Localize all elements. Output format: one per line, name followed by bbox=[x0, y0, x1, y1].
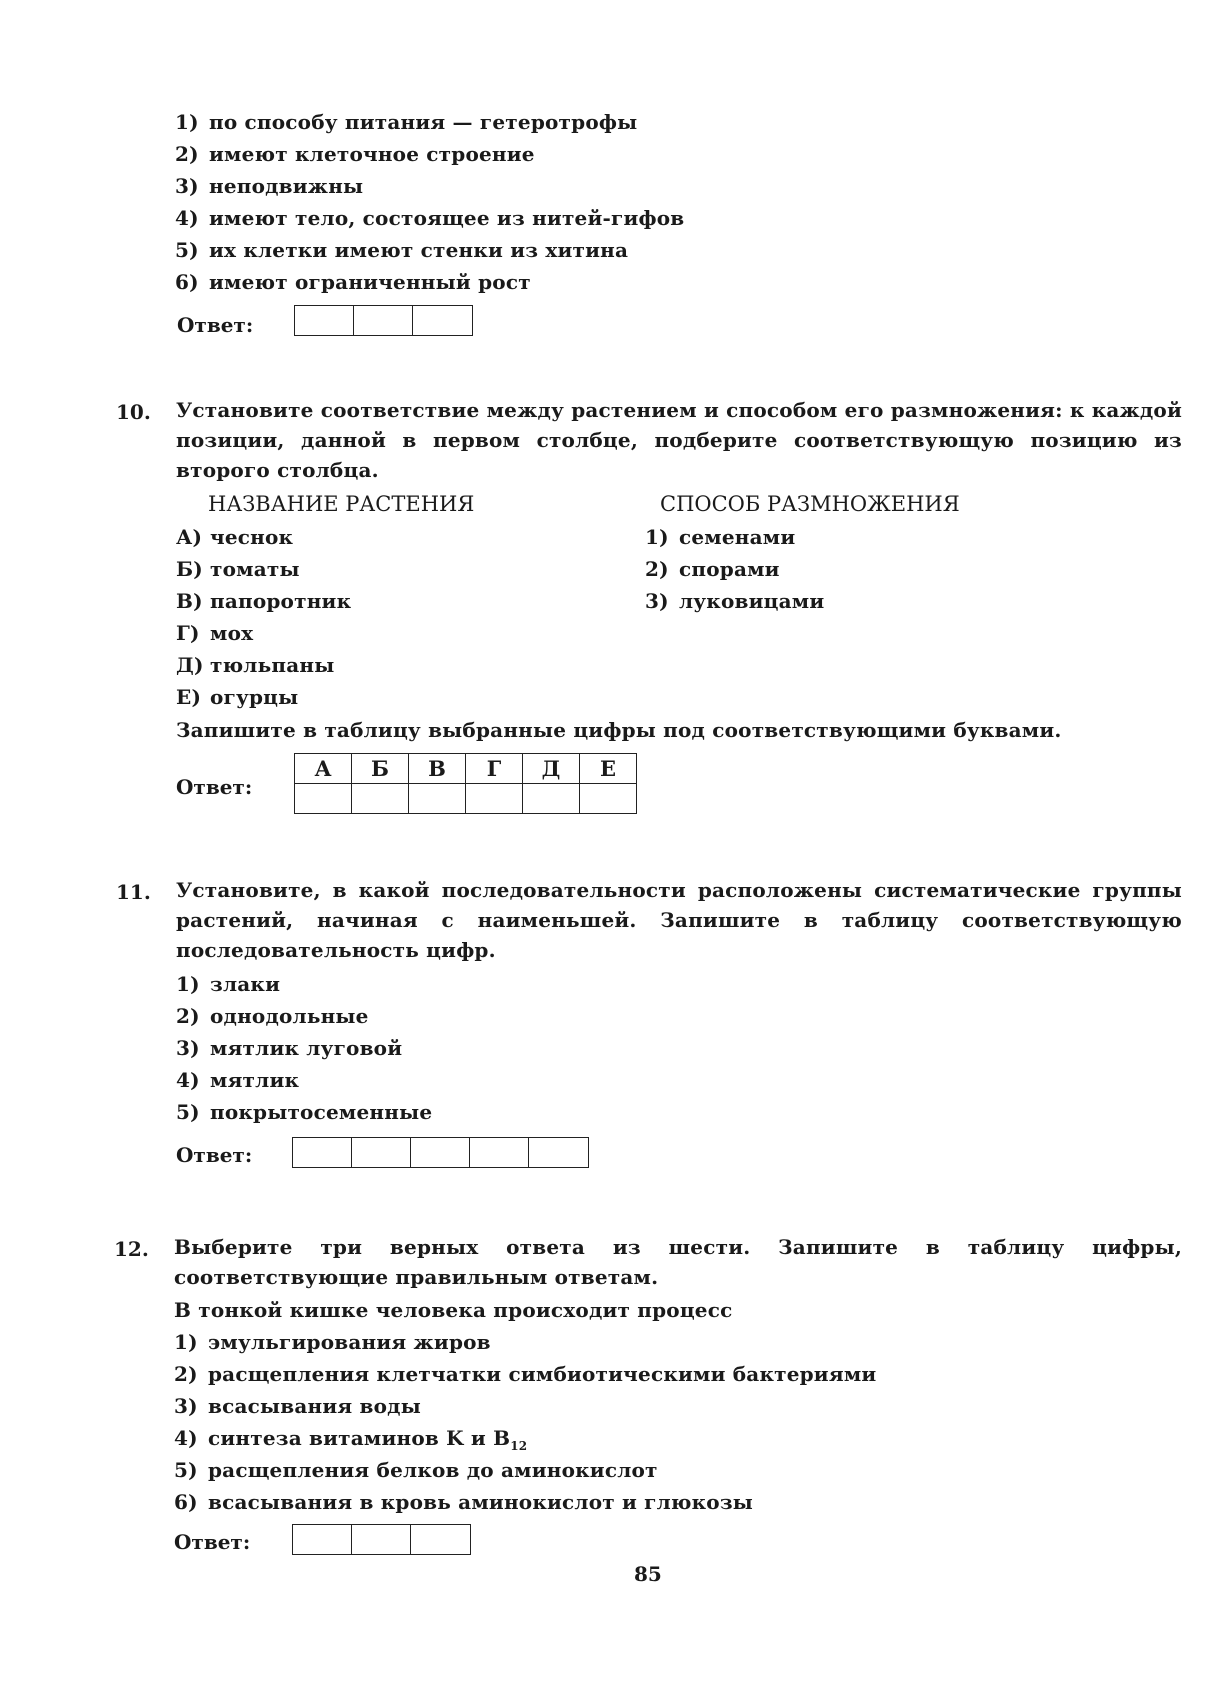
table-header-b: Б bbox=[352, 754, 409, 784]
q10-answer-label: Ответ: bbox=[176, 775, 253, 799]
answer-cell[interactable] bbox=[352, 1138, 411, 1167]
q9-option-1: 1) по способу питания — гетеротрофы bbox=[175, 110, 638, 134]
q10-left-item-b: Б) томаты bbox=[176, 557, 300, 581]
q10-left-item-g: Г) мох bbox=[176, 621, 254, 645]
q10-right-item-2: 2) спорами bbox=[645, 557, 780, 581]
answer-cell[interactable] bbox=[529, 1138, 588, 1167]
q10-left-item-d: Д) тюльпаны bbox=[176, 653, 335, 677]
q12-option-5: 5) расщепления белков до аминокислот bbox=[174, 1458, 658, 1482]
page-number: 85 bbox=[634, 1562, 662, 1586]
q12-text: Выберите три верных ответа из шести. Запишите в таблицу цифры, соответствующие правильным ответам. bbox=[174, 1235, 1182, 1289]
answer-cell[interactable] bbox=[293, 1525, 352, 1554]
answer-cell[interactable] bbox=[409, 784, 466, 814]
q12-answer-boxes bbox=[292, 1524, 471, 1555]
q10-right-item-1: 1) семенами bbox=[645, 525, 796, 549]
q10-right-header: СПОСОБ РАЗМНОЖЕНИЯ bbox=[660, 492, 960, 516]
answer-cell[interactable] bbox=[470, 1138, 529, 1167]
q11-number: 11. bbox=[116, 880, 151, 904]
q10-left-item-a: А) чеснок bbox=[176, 525, 294, 549]
answer-cell[interactable] bbox=[352, 1525, 411, 1554]
answer-cell[interactable] bbox=[523, 784, 580, 814]
q12-answer-label: Ответ: bbox=[174, 1530, 251, 1554]
answer-cell[interactable] bbox=[411, 1138, 470, 1167]
q11-option-5: 5) покрытосеменные bbox=[176, 1100, 433, 1124]
q9-answer-label: Ответ: bbox=[177, 313, 254, 337]
q12-option-1: 1) эмульгирования жиров bbox=[174, 1330, 491, 1354]
q11-answer-boxes bbox=[292, 1137, 589, 1168]
answer-cell[interactable] bbox=[293, 1138, 352, 1167]
q10-left-item-e: Е) огурцы bbox=[176, 685, 299, 709]
q10-number: 10. bbox=[116, 400, 151, 424]
table-header-v: В bbox=[409, 754, 466, 784]
q11-option-4: 4) мятлик bbox=[176, 1068, 300, 1092]
table-header-e: Е bbox=[580, 754, 637, 784]
answer-cell[interactable] bbox=[354, 306, 413, 335]
q10-instruction: Запишите в таблицу выбранные цифры под соответствующими буквами. bbox=[176, 718, 1062, 742]
q11-text: Установите, в какой последовательности расположены систематические группы растений, начиная с наименьшей. Запишите в таблицу соответствующую последовательность цифр. bbox=[176, 878, 1182, 962]
q11-option-2: 2) однодольные bbox=[176, 1004, 369, 1028]
q12-option-6: 6) всасывания в кровь аминокислот и глюкозы bbox=[174, 1490, 754, 1514]
q10-answer-table bbox=[294, 753, 637, 814]
q12-option-2: 2) расщепления клетчатки симбиотическими бактериями bbox=[174, 1362, 877, 1386]
q9-option-4: 4) имеют тело, состоящее из нитей-гифов bbox=[175, 206, 685, 230]
q9-answer-boxes bbox=[294, 305, 473, 336]
q10-left-item-v: В) папоротник bbox=[176, 589, 352, 613]
answer-cell[interactable] bbox=[413, 306, 472, 335]
subscript: 12 bbox=[510, 1439, 528, 1453]
q10-left-header: НАЗВАНИЕ РАСТЕНИЯ bbox=[208, 492, 475, 516]
q10-text: Установите соответствие между растением и способом его размножения: к каждой позиции, данной в первом столбце, подберите соответствующую позицию из второго столбца. bbox=[176, 398, 1183, 482]
answer-cell[interactable] bbox=[352, 784, 409, 814]
q9-option-2: 2) имеют клеточное строение bbox=[175, 142, 535, 166]
q12-stem: В тонкой кишке человека происходит процесс bbox=[174, 1298, 733, 1322]
q9-option-5: 5) их клетки имеют стенки из хитина bbox=[175, 238, 629, 262]
q12-option-3: 3) всасывания воды bbox=[174, 1394, 421, 1418]
q11-answer-label: Ответ: bbox=[176, 1143, 253, 1167]
answer-cell[interactable] bbox=[411, 1525, 470, 1554]
q9-option-3: 3) неподвижны bbox=[175, 174, 364, 198]
q10-right-item-3: 3) луковицами bbox=[645, 589, 825, 613]
q11-option-3: 3) мятлик луговой bbox=[176, 1036, 403, 1060]
answer-cell[interactable] bbox=[295, 784, 352, 814]
table-header-d: Д bbox=[523, 754, 580, 784]
q9-option-6: 6) имеют ограниченный рост bbox=[175, 270, 531, 294]
answer-cell[interactable] bbox=[466, 784, 523, 814]
q12-option-4: 4) синтеза витаминов K и $B_{12}$ bbox=[174, 1426, 528, 1453]
q11-option-1: 1) злаки bbox=[176, 972, 281, 996]
table-header-a: А bbox=[295, 754, 352, 784]
table-header-g: Г bbox=[466, 754, 523, 784]
answer-cell[interactable] bbox=[580, 784, 637, 814]
q12-number: 12. bbox=[114, 1237, 149, 1261]
answer-cell[interactable] bbox=[295, 306, 354, 335]
